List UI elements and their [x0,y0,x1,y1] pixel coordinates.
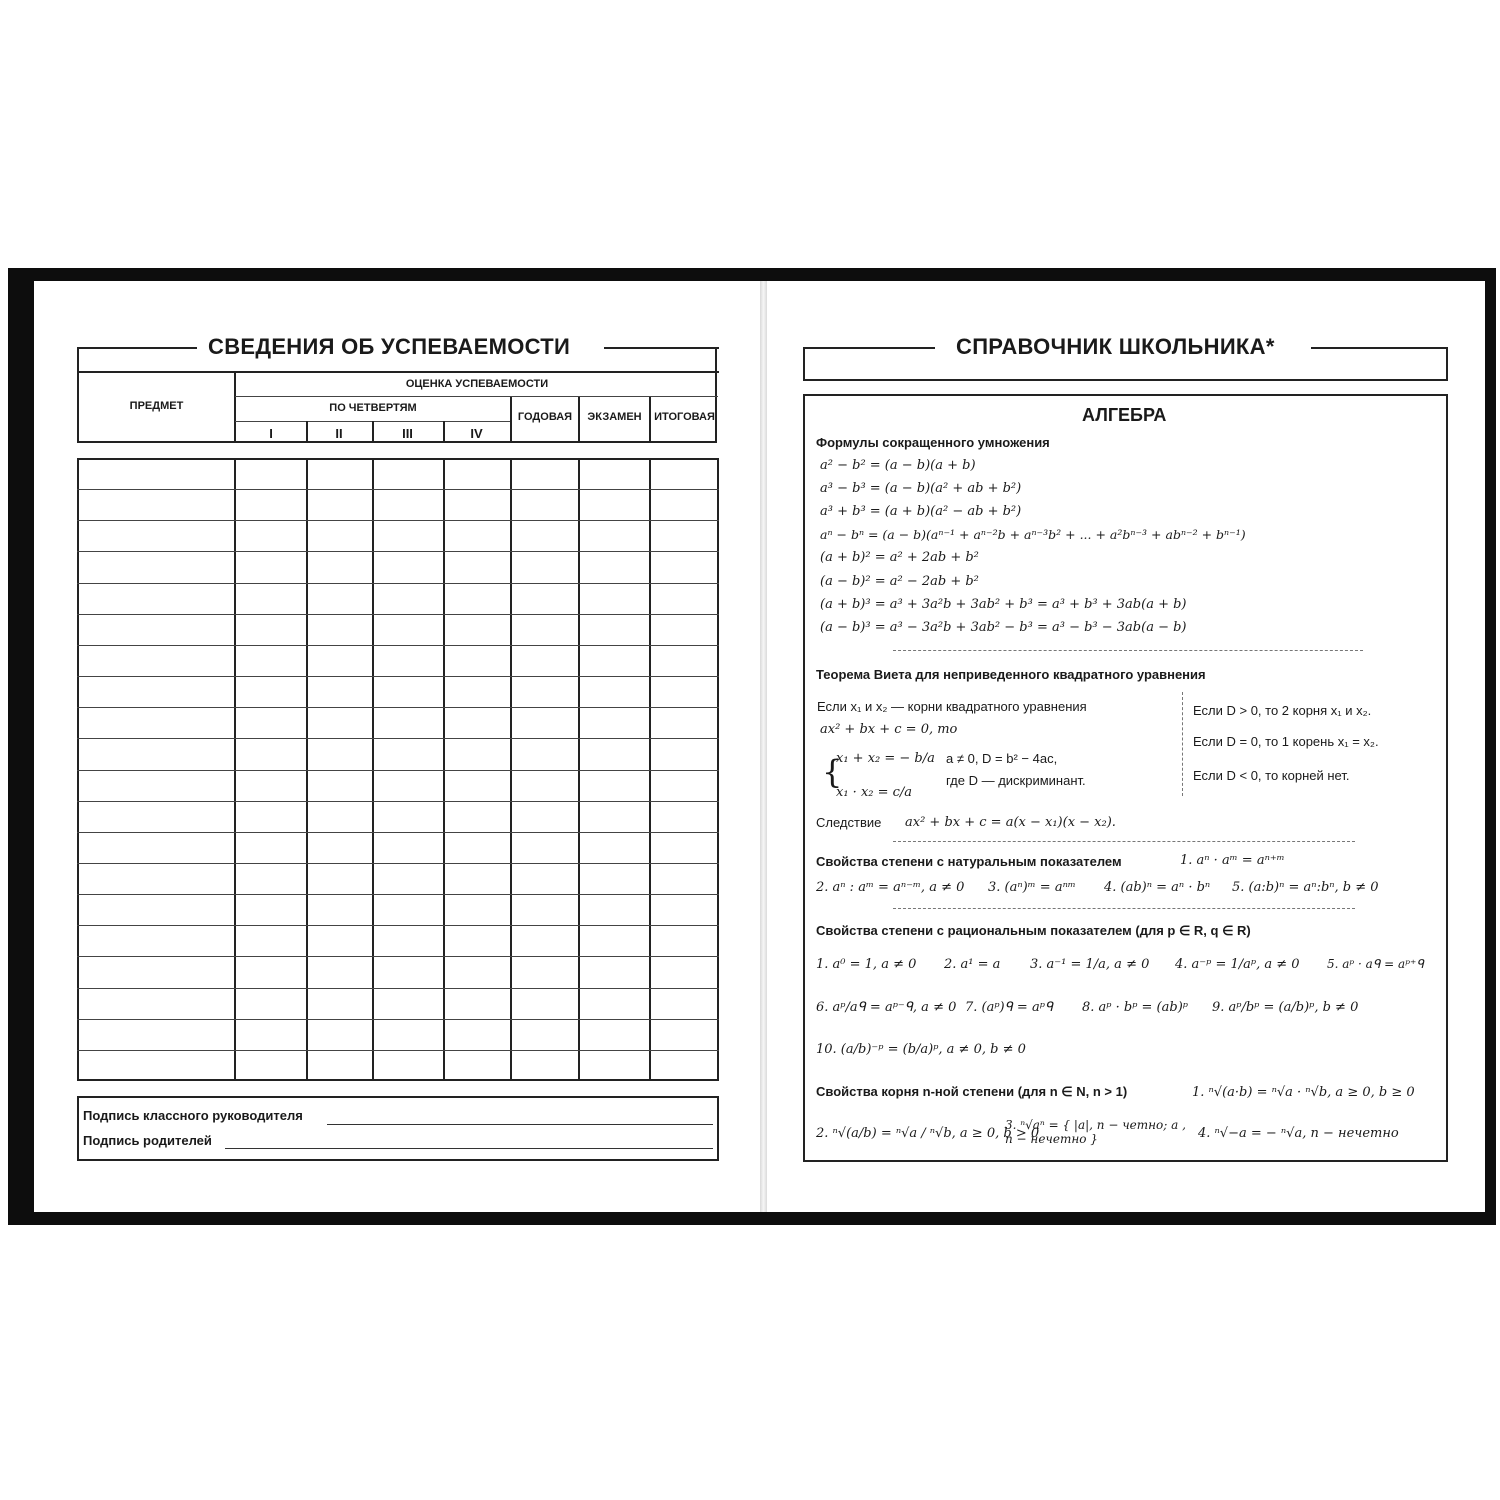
formula: (a − b)² = a² − 2ab + b² [820,574,979,589]
vieta-case: Если D < 0, то корней нет. [1193,768,1350,783]
vieta-sum: x₁ + x₂ = − b/a [836,751,935,766]
grid-row-line [77,738,719,739]
grid-row-line [77,489,719,490]
vieta-case: Если D = 0, то 1 корень x₁ = x₂. [1193,734,1379,749]
abbrev-heading: Формулы сокращенного умножения [816,435,1050,450]
grid-row-line [77,956,719,957]
final-header: ИТОГОВАЯ [654,411,715,423]
rational-property: 9. aᵖ/bᵖ = (a/b)ᵖ, b ≠ 0 [1212,1000,1359,1015]
subject-header: ПРЕДМЕТ [129,400,184,412]
roots-heading: Свойства корня n-ной степени (для n ∈ N, n > 1) [816,1084,1128,1099]
rational-property: 2. a¹ = a [944,957,1001,972]
formula: (a + b)² = a² + 2ab + b² [820,550,979,565]
grid-row-line [77,707,719,708]
quarter-4: IV [470,426,483,441]
formula: a³ + b³ = (a + b)(a² − ab + b²) [820,504,1022,519]
grid-row-line [77,770,719,771]
exam-header: ЭКЗАМЕН [587,411,642,423]
quarter-2: II [335,426,343,441]
section-divider [893,908,1355,909]
vieta-text: Если x₁ и x₂ — корни квадратного уравнения [817,699,1087,714]
formula: aⁿ − bⁿ = (a − b)(aⁿ⁻¹ + aⁿ⁻²b + aⁿ⁻³b² + ... + a²bⁿ⁻³ + abⁿ⁻² + bⁿ⁻¹) [820,527,1246,542]
grid-row-line [77,1019,719,1020]
reference-page-title: СПРАВОЧНИК ШКОЛЬНИКА* [946,334,1285,360]
parents-signature-line[interactable] [225,1148,713,1149]
power-property: 5. (a:b)ⁿ = aⁿ:bⁿ, b ≠ 0 [1232,880,1379,895]
system-brace: { [822,753,843,791]
rational-property: 10. (a/b)⁻ᵖ = (b/a)ᵖ, a ≠ 0, b ≠ 0 [816,1042,1026,1057]
vieta-case: Если D > 0, то 2 корня x₁ и x₂. [1193,703,1372,718]
header-rule [235,396,718,397]
teacher-signature-label: Подпись классного руководителя [83,1108,303,1123]
section-title: АЛГЕБРА [1082,405,1167,425]
grid-row-line [77,988,719,989]
grid-row-line [77,1050,719,1051]
root-property: 1. ⁿ√(a·b) = ⁿ√a · ⁿ√b, a ≥ 0, b ≥ 0 [1192,1085,1415,1100]
power-property: 4. (ab)ⁿ = aⁿ · bⁿ [1104,880,1211,895]
quarter-3: III [402,426,413,441]
notebook-spine [760,281,767,1212]
root-property: 2. ⁿ√(a/b) = ⁿ√a / ⁿ√b, a ≥ 0, b > 0 [816,1126,1040,1141]
quarter-1: I [269,426,273,441]
formula: a² − b² = (a − b)(a + b) [820,458,976,473]
grid-row-line [77,645,719,646]
rational-property: 8. aᵖ · bᵖ = (ab)ᵖ [1082,1000,1188,1015]
rational-property: 4. a⁻ᵖ = 1/aᵖ, a ≠ 0 [1175,957,1300,972]
title-rule-left [77,347,197,349]
vieta-equation: ax² + bx + c = 0, то [820,722,958,737]
teacher-signature-line[interactable] [327,1124,713,1125]
grid-row-line [77,801,719,802]
signature-frame [77,1096,719,1161]
rational-property: 3. a⁻¹ = 1/a, a ≠ 0 [1030,957,1150,972]
section-divider [893,841,1355,842]
power-property: 3. (aⁿ)ᵐ = aⁿᵐ [988,880,1076,895]
grid-row-line [77,551,719,552]
vieta-product: x₁ · x₂ = c/a [836,785,913,800]
vieta-heading: Теорема Виета для неприведенного квадратного уравнения [816,667,1206,682]
header-rule [77,371,719,373]
grid-row-line [77,863,719,864]
grid-row-line [77,520,719,521]
grid-row-line [77,676,719,677]
natural-heading: Свойства степени с натуральным показателем [816,854,1122,869]
power-property: 2. aⁿ : aᵐ = aⁿ⁻ᵐ, a ≠ 0 [816,880,965,895]
grid-row-line [77,832,719,833]
formula: a³ − b³ = (a − b)(a² + ab + b²) [820,481,1022,496]
grades-header: ОЦЕНКА УСПЕВАЕМОСТИ [405,378,549,390]
rational-property: 1. a⁰ = 1, a ≠ 0 [816,957,917,972]
grid-row-line [77,614,719,615]
power-property: 1. aⁿ · aᵐ = aⁿ⁺ᵐ [1180,853,1285,868]
grades-page-title: СВЕДЕНИЯ ОБ УСПЕВАЕМОСТИ [198,334,580,360]
rational-heading: Свойства степени с рациональным показателем (для p ∈ R, q ∈ R) [816,923,1251,938]
vieta-divider [1182,692,1183,796]
section-divider [893,650,1363,651]
grid-row-line [77,925,719,926]
rational-property: 7. (aᵖ)ᑫ = aᵖᑫ [965,1000,1054,1015]
corollary-label: Следствие [816,815,882,830]
title-rule-right [604,347,719,349]
vieta-condition: где D — дискриминант. [946,773,1086,788]
formula: (a + b)³ = a³ + 3a²b + 3ab² + b³ = a³ + b³ + 3ab(a + b) [820,597,1187,612]
root-property: 4. ⁿ√−a = − ⁿ√a, n − нечетно [1198,1126,1399,1141]
corollary-formula: ax² + bx + c = a(x − x₁)(x − x₂). [905,815,1116,830]
grid-row-line [77,894,719,895]
root-property: 3. ⁿ√aⁿ = { |a|, n − четно; a , n − нечетно } [1005,1118,1186,1146]
parents-signature-label: Подпись родителей [83,1133,212,1148]
title-rule-left [803,347,935,349]
quarters-header: ПО ЧЕТВЕРТЯМ [329,402,417,414]
rational-property: 6. aᵖ/aᑫ = aᵖ⁻ᑫ, a ≠ 0 [816,1000,957,1015]
rational-property: 5. aᵖ · aᑫ = aᵖ⁺ᑫ [1327,957,1424,971]
grid-row-line [77,583,719,584]
title-rule-right [1311,347,1448,349]
formula: (a − b)³ = a³ − 3a²b + 3ab² − b³ = a³ − b³ − 3ab(a − b) [820,620,1187,635]
annual-header: ГОДОВАЯ [517,411,573,423]
vieta-condition: a ≠ 0, D = b² − 4ac, [946,751,1058,766]
